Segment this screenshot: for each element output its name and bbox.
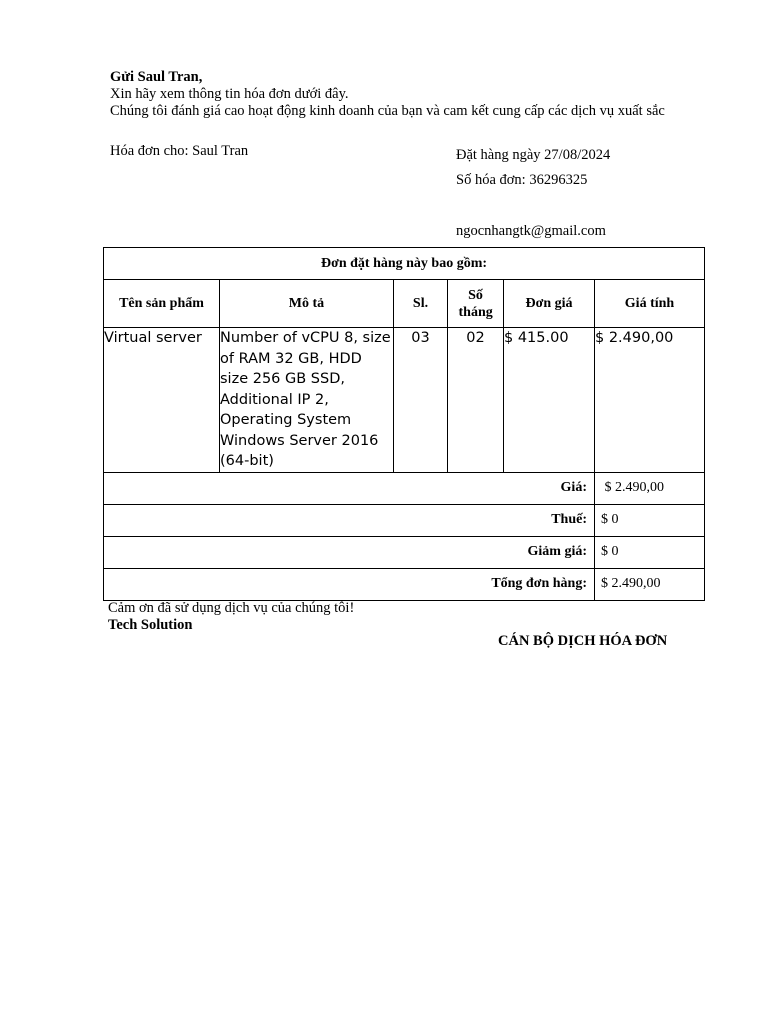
signature-title: CÁN BỘ DỊCH HÓA ĐƠN (498, 633, 668, 649)
table-caption: Đơn đặt hàng này bao gồm: (104, 248, 705, 280)
item-unit-price: $ 415.00 (504, 328, 595, 473)
summary-row-tax (104, 504, 705, 536)
total-value: $ 2.490,00 (595, 568, 705, 600)
invoice-table (103, 247, 705, 601)
bill-to: Hóa đơn cho: Saul Tran (110, 143, 249, 159)
total-label: Tổng đơn hàng: (104, 568, 595, 600)
thanks-message: Cảm ơn đã sử dụng dịch vụ của chúng tôi! (108, 600, 355, 616)
header-description: Mô tả (220, 280, 394, 328)
tax-value: $ 0 (595, 504, 705, 536)
header-months (448, 280, 504, 328)
table-header-row (104, 280, 705, 328)
header-unit-price: Đơn giá (504, 280, 595, 328)
header-product-name: Tên sản phẩm (104, 280, 220, 328)
tax-label: Thuế: (104, 504, 595, 536)
invoice-number: Số hóa đơn: 36296325 (456, 172, 588, 188)
closing-block (108, 600, 354, 634)
header-months-label: Số tháng (458, 287, 493, 320)
item-description: Number of vCPU 8, size of RAM 32 GB, HDD size 256 GB SSD, Additional IP 2, Operating System Windows Server 2016 (64-bit) (220, 328, 394, 473)
greeting-line-1: Xin hãy xem thông tin hóa đơn dưới đây. (110, 86, 349, 102)
discount-value: $ 0 (595, 536, 705, 568)
table-row (104, 328, 705, 473)
item-months: 02 (448, 328, 504, 473)
item-amount: $ 2.490,00 (595, 328, 705, 473)
order-date: Đặt hàng ngày 27/08/2024 (456, 147, 611, 163)
order-info (456, 143, 610, 193)
table-caption-row (104, 248, 705, 280)
summary-row-total (104, 568, 705, 600)
header-quantity: Sl. (394, 280, 448, 328)
subtotal-label: Giá: (104, 472, 595, 504)
email-address: ngocnhangtk@gmail.com (456, 223, 606, 239)
item-quantity: 03 (394, 328, 448, 473)
summary-row-discount (104, 536, 705, 568)
salutation: Gửi Saul Tran, (110, 69, 203, 85)
item-name: Virtual server (104, 328, 220, 473)
summary-row-subtotal (104, 472, 705, 504)
greeting-line-2: Chúng tôi đánh giá cao hoạt động kinh doanh của bạn và cam kết cung cấp các dịch vụ xuất sắc (110, 103, 665, 119)
company-name: Tech Solution (108, 617, 193, 633)
subtotal-value: $ 2.490,00 (595, 472, 705, 504)
discount-label: Giảm giá: (104, 536, 595, 568)
header-amount: Giá tính (595, 280, 705, 328)
greeting-block (110, 69, 665, 120)
